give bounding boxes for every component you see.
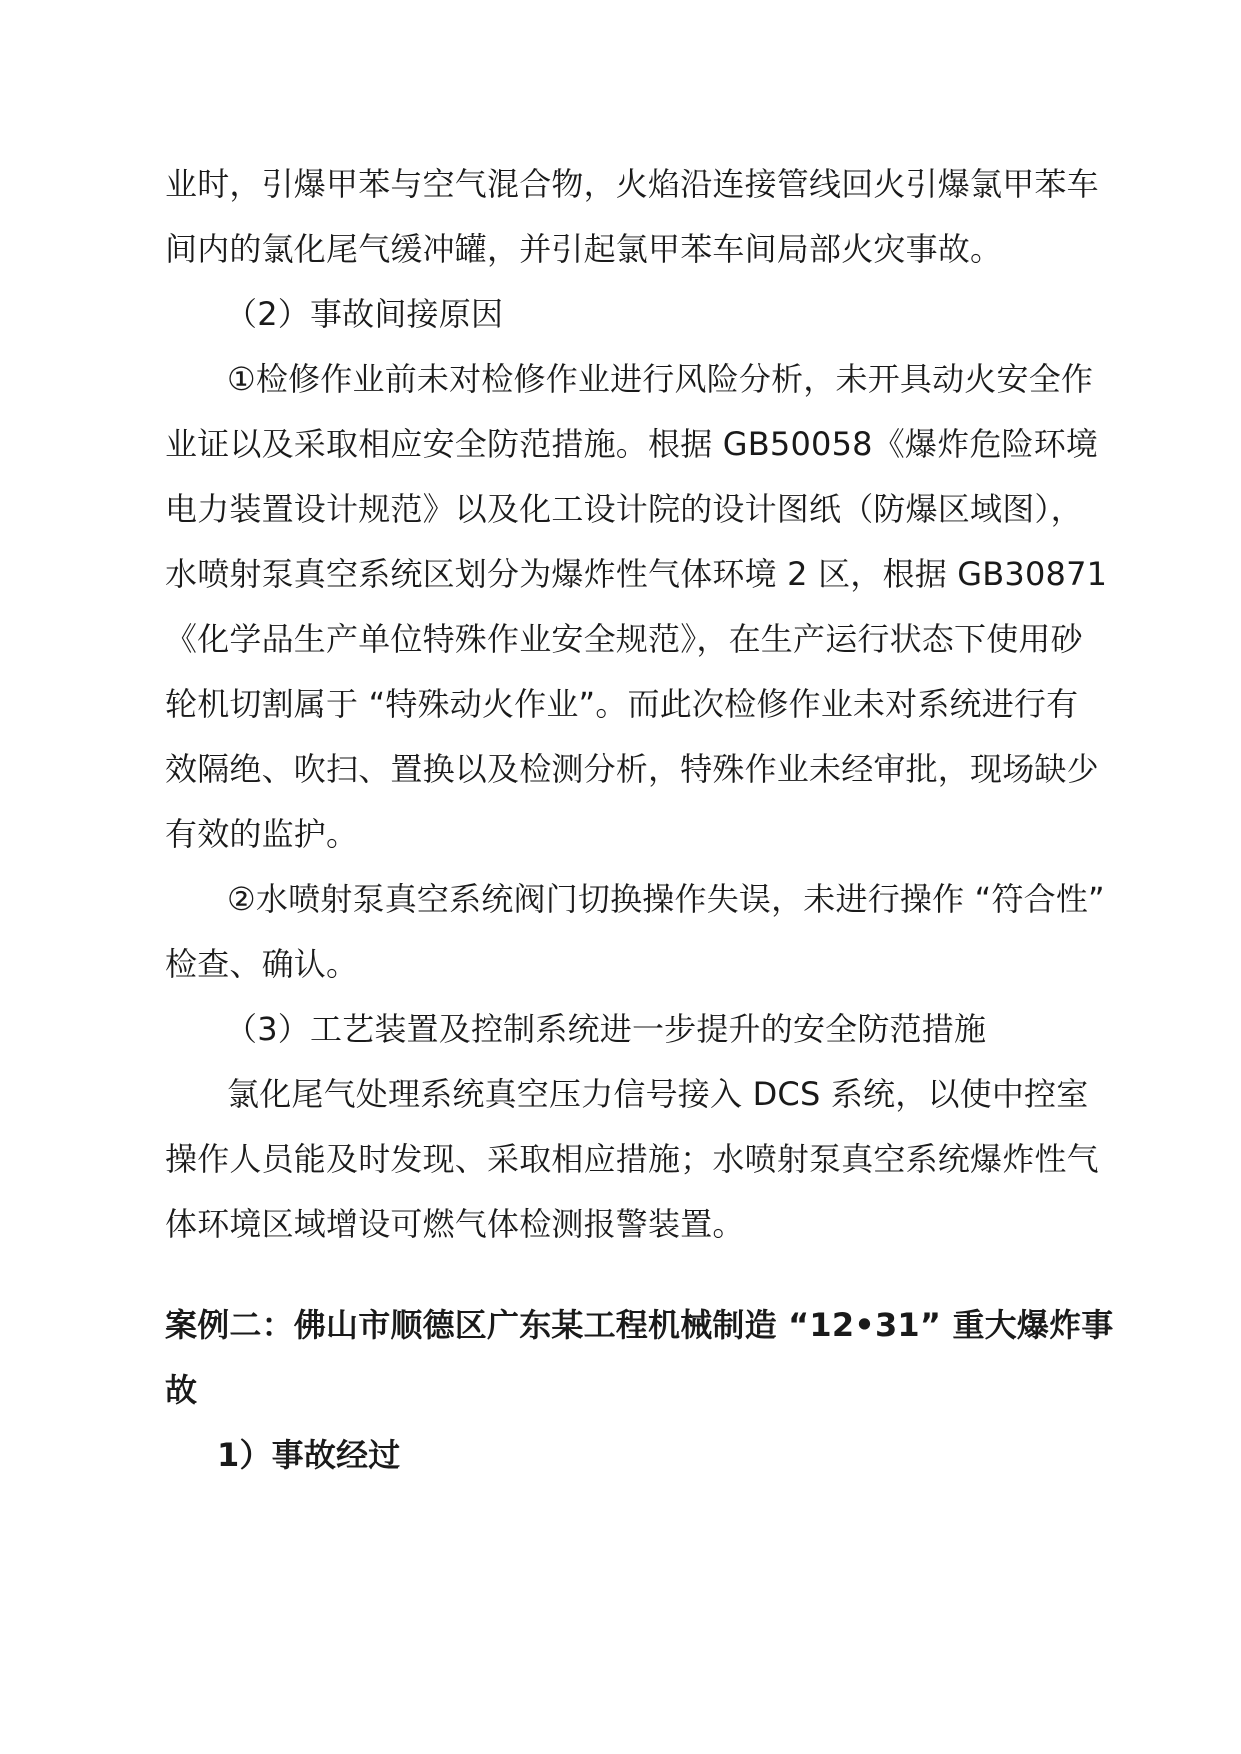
text-line: 《化学品生产单位特殊作业安全规范》，在生产运行状态下使用砂 [165,620,1083,658]
text-line: 检查、确认。 [165,945,359,983]
text-line: 氯化尾气处理系统真空压力信号接入 DCS 系统，以使中控室 [227,1075,1089,1113]
text-line: 间内的氯化尾气缓冲罐，并引起氯甲苯车间局部火灾事故。 [165,230,1003,268]
text-line: ②水喷射泵真空系统阀门切换操作失误，未进行操作 “符合性” [227,880,1105,918]
section-heading: （2）事故间接原因 [225,295,504,333]
text-line: 轮机切割属于 “特殊动火作业”。而此次检修作业未对系统进行有 [165,685,1079,723]
spacer [165,1257,1123,1293]
document-page [165,152,1123,1488]
case-subheading: 1）事故经过 [217,1436,401,1474]
text-line: 操作人员能及时发现、采取相应措施；水喷射泵真空系统爆炸性气 [165,1140,1099,1178]
text-line: 水喷射泵真空系统区划分为爆炸性气体环境 2 区，根据 GB30871 [165,555,1108,593]
text-line: ①检修作业前未对检修作业进行风险分析，未开具动火安全作 [227,360,1094,398]
text-line: 效隔绝、吹扫、置换以及检测分析，特殊作业未经审批，现场缺少 [165,750,1099,788]
text-line: 业证以及采取相应安全防范措施。根据 GB50058《爆炸危险环境 [165,425,1099,463]
text-line: 有效的监护。 [165,815,359,853]
text-line: 体环境区域增设可燃气体检测报警装置。 [165,1205,745,1243]
section-heading: （3）工艺装置及控制系统进一步提升的安全防范措施 [225,1010,987,1048]
case-title: 案例二：佛山市顺德区广东某工程机械制造 “12•31” 重大爆炸事 [165,1306,1114,1344]
text-line: 业时，引爆甲苯与空气混合物，火焰沿连接管线回火引爆氯甲苯车 [165,165,1099,203]
text-line: 电力装置设计规范》以及化工设计院的设计图纸（防爆区域图）， [165,490,1083,528]
case-title: 故 [165,1371,198,1409]
